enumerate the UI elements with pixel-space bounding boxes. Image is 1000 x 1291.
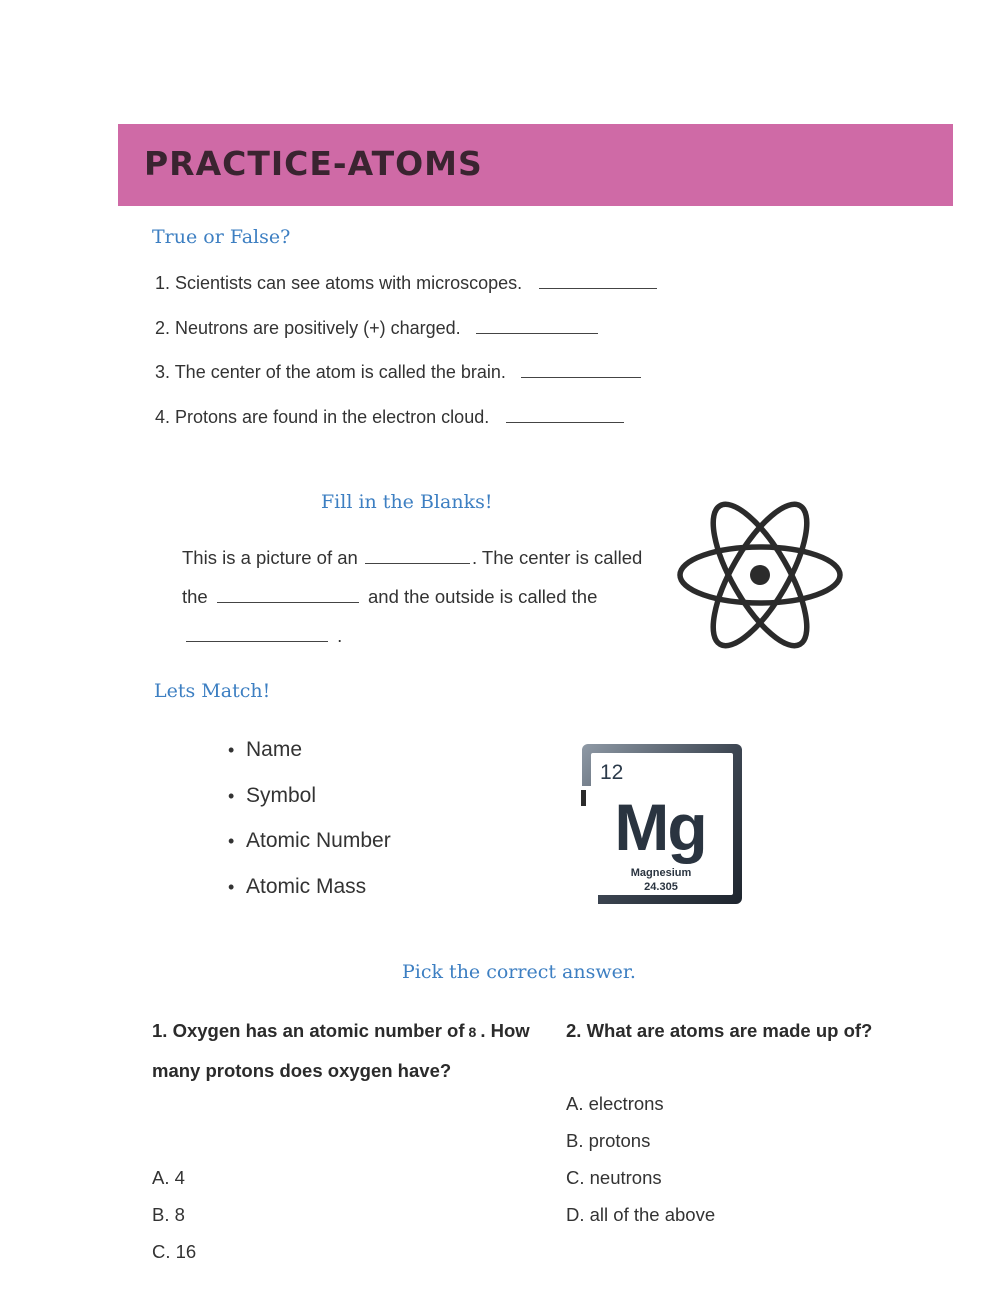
question-1	[152, 1012, 532, 1089]
question-text: 1. Scientists can see atoms with microscopes.	[155, 273, 523, 293]
answer-option[interactable]: A. electrons	[566, 1093, 664, 1114]
fill-blanks-paragraph	[182, 538, 652, 655]
answer-blank[interactable]	[506, 406, 624, 423]
question-text: 4. Protons are found in the electron cloud.	[155, 407, 490, 428]
match-list	[228, 733, 391, 916]
answer-blank[interactable]	[521, 361, 641, 378]
match-item	[228, 870, 391, 916]
atomic-mass: 24.305	[644, 881, 678, 893]
true-false-list	[155, 268, 657, 447]
fill-blank-atom[interactable]	[365, 547, 470, 564]
match-label: Symbol	[246, 783, 317, 807]
fill-blanks-heading: Fill in the Blanks!	[321, 491, 493, 513]
fill-blank-center[interactable]	[217, 586, 359, 603]
element-symbol: Mg	[614, 790, 706, 864]
match-item	[228, 779, 391, 825]
atomic-number: 12	[600, 761, 624, 784]
question-1-text-cont: . How many protons does oxygen have?	[152, 1020, 530, 1081]
true-false-item	[155, 268, 657, 313]
question-2: 2. What are atoms are made up of?	[566, 1020, 873, 1041]
answer-blank[interactable]	[539, 272, 657, 289]
true-false-item	[155, 402, 657, 447]
answer-option[interactable]: D. all of the above	[566, 1204, 716, 1225]
oxygen-atomic-number: 8	[468, 1024, 477, 1040]
tile-edge-mark	[581, 790, 586, 806]
true-false-item	[155, 313, 657, 358]
answer-blank[interactable]	[476, 317, 598, 334]
match-label: Name	[246, 738, 303, 761]
fill-blank-outside[interactable]	[186, 625, 328, 642]
match-item	[228, 733, 391, 779]
true-false-heading: True or False?	[152, 226, 291, 248]
true-false-item	[155, 357, 657, 402]
question-text: 2. Neutrons are positively (+) charged.	[155, 317, 461, 338]
answer-option[interactable]: A. 4	[152, 1167, 185, 1188]
fill-text-4: .	[337, 625, 343, 646]
bullet-icon: •	[228, 740, 235, 760]
match-heading: Lets Match!	[154, 680, 271, 702]
title-banner	[118, 124, 953, 206]
match-label: Atomic Mass	[246, 875, 367, 899]
match-item	[228, 824, 391, 870]
answer-option[interactable]: B. 8	[152, 1204, 185, 1225]
fill-text-3: and the outside is called the	[368, 586, 598, 607]
fill-text-2: . The center is called the	[182, 547, 643, 607]
pick-heading: Pick the correct answer.	[402, 961, 636, 983]
answer-option[interactable]: C. neutrons	[566, 1167, 662, 1188]
bullet-icon: •	[228, 785, 235, 806]
answer-option[interactable]: B. protons	[566, 1130, 651, 1151]
answer-option[interactable]: C. 16	[152, 1241, 197, 1262]
match-label: Atomic Number	[246, 829, 391, 853]
fill-text-1: This is a picture of an	[182, 547, 358, 568]
element-tile	[578, 742, 746, 908]
bullet-icon: •	[228, 831, 235, 852]
bullet-icon: •	[228, 877, 235, 898]
element-name: Magnesium	[630, 867, 692, 879]
question-2-options	[566, 1085, 715, 1233]
question-1-options	[152, 1159, 196, 1270]
question-1-text: 1. Oxygen has an atomic number of	[152, 1020, 465, 1041]
page-title: PRACTICE-ATOMS	[144, 144, 483, 183]
question-text: 3. The center of the atom is called the brain.	[155, 362, 506, 383]
atom-icon	[673, 495, 848, 655]
